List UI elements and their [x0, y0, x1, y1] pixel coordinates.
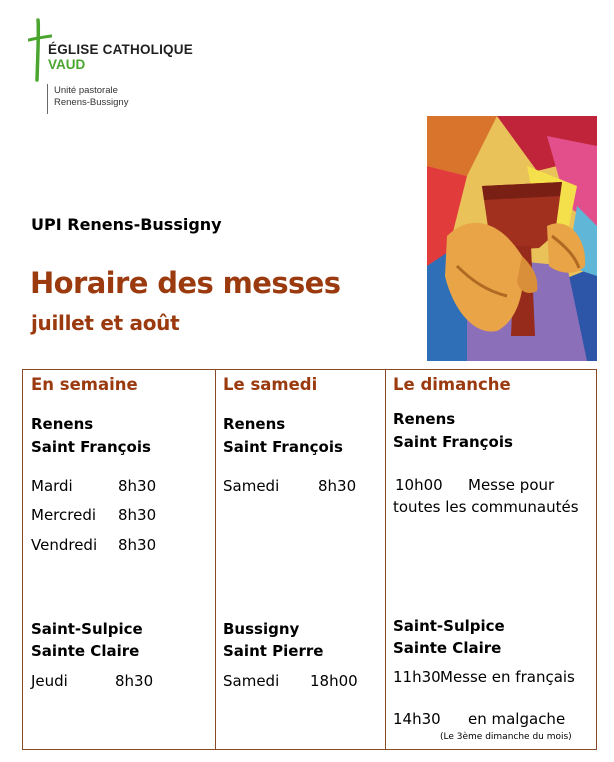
samedi-church2: Saint Pierre	[223, 642, 324, 660]
heading-en-semaine: En semaine	[31, 375, 138, 394]
schedule-table	[22, 369, 597, 750]
samedi-day: Samedi	[223, 477, 280, 495]
semaine-church2: Sainte Claire	[31, 642, 140, 660]
semaine-day: Jeudi	[31, 672, 68, 690]
samedi-place2: Bussigny	[223, 620, 300, 638]
dimanche-time: 14h30	[393, 710, 441, 728]
dimanche-time: 10h00	[395, 476, 443, 494]
logo-divider	[47, 84, 48, 114]
upi-heading: UPI Renens-Bussigny	[31, 215, 222, 234]
semaine-time: 8h30	[118, 506, 157, 524]
semaine-time: 8h30	[115, 672, 154, 690]
chalice-painting	[427, 116, 597, 361]
semaine-day: Vendredi	[31, 536, 98, 554]
column-divider	[215, 370, 216, 749]
semaine-time: 8h30	[118, 477, 157, 495]
samedi-church1: Saint François	[223, 438, 343, 456]
logo	[28, 18, 228, 118]
dimanche-desc: Messe pour	[468, 476, 555, 494]
logo-line1: ÉGLISE CATHOLIQUE	[48, 42, 193, 57]
samedi-time: 18h00	[310, 672, 358, 690]
dimanche-church2: Sainte Claire	[393, 639, 502, 657]
heading-le-dimanche: Le dimanche	[393, 375, 511, 394]
page-title: Horaire des messes	[30, 266, 341, 300]
dimanche-time: 11h30	[393, 668, 441, 686]
page-subtitle: juillet et août	[31, 311, 180, 335]
dimanche-note: (Le 3ème dimanche du mois)	[440, 732, 572, 742]
samedi-day: Samedi	[223, 672, 280, 690]
semaine-time: 8h30	[118, 536, 157, 554]
semaine-day: Mardi	[31, 477, 73, 495]
logo-line2: VAUD	[48, 57, 86, 72]
dimanche-church1: Saint François	[393, 433, 513, 451]
dimanche-desc: en malgache	[468, 710, 566, 728]
samedi-place1: Renens	[223, 415, 286, 433]
dimanche-desc: Messe en français	[440, 668, 575, 686]
semaine-church1: Saint François	[31, 438, 151, 456]
heading-le-samedi: Le samedi	[223, 375, 318, 394]
semaine-place2: Saint-Sulpice	[31, 620, 143, 638]
column-divider	[385, 370, 386, 749]
samedi-time: 8h30	[318, 477, 357, 495]
dimanche-place2: Saint-Sulpice	[393, 617, 505, 635]
dimanche-place1: Renens	[393, 410, 456, 428]
semaine-day: Mercredi	[31, 506, 97, 524]
logo-unit-line2: Renens-Bussigny	[54, 97, 129, 108]
semaine-place1: Renens	[31, 415, 94, 433]
logo-unit-line1: Unité pastorale	[54, 85, 118, 96]
dimanche-desc: toutes les communautés	[393, 498, 579, 516]
